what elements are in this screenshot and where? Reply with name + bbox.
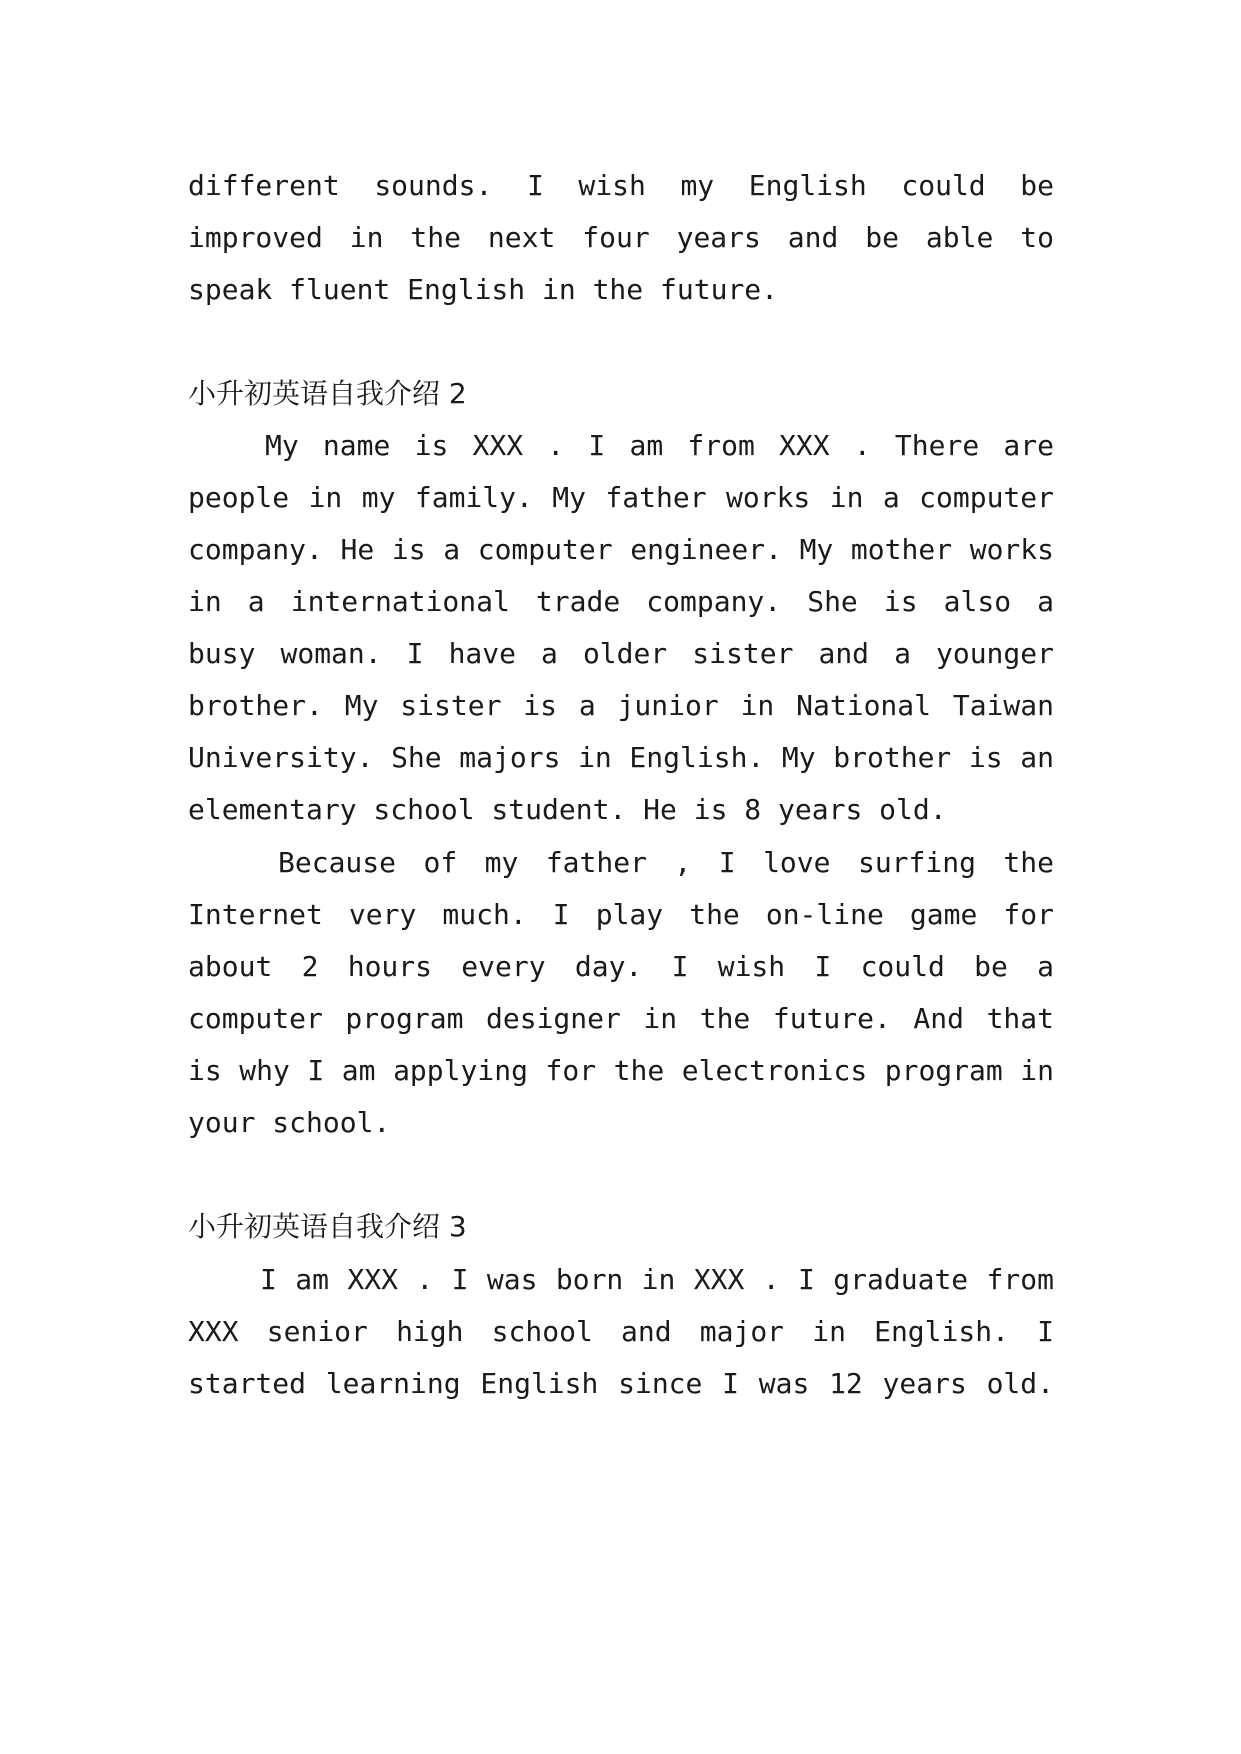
section-heading: 小升初英语自我介绍 2	[188, 377, 467, 410]
body-text-line: improved in the next four years and be able to	[188, 221, 1054, 254]
body-text-line: busy woman. I have a older sister and a younger	[188, 637, 1054, 670]
body-text-line: My name is XXX . I am from XXX . There are	[265, 429, 1054, 462]
body-text-line: speak fluent English in the future.	[188, 273, 779, 306]
body-text-line: your school.	[188, 1106, 391, 1139]
body-text-line: brother. My sister is a junior in National Taiwan	[188, 689, 1054, 722]
body-text-line: Because of my father , I love surfing the	[278, 846, 1054, 879]
body-text-line: University. She majors in English. My brother is an	[188, 741, 1054, 774]
body-text-line: elementary school student. He is 8 years old.	[188, 793, 947, 826]
body-text-line: about 2 hours every day. I wish I could be a	[188, 950, 1054, 983]
body-text-line: started learning English since I was 12 years old.	[188, 1367, 1054, 1400]
section-heading: 小升初英语自我介绍 3	[188, 1210, 467, 1243]
body-text-line: computer program designer in the future. And that	[188, 1002, 1054, 1035]
body-text-line: in a international trade company. She is also a	[188, 585, 1054, 618]
body-text-line: people in my family. My father works in a computer	[188, 481, 1054, 514]
body-text-line: XXX senior high school and major in English. I	[188, 1315, 1054, 1348]
body-text-line: I am XXX . I was born in XXX . I graduate from	[260, 1263, 1054, 1296]
body-text-line: Internet very much. I play the on-line game for	[188, 898, 1054, 931]
body-text-line: different sounds. I wish my English could be	[188, 169, 1054, 202]
body-text-line: company. He is a computer engineer. My mother works	[188, 533, 1054, 566]
body-text-line: is why I am applying for the electronics program in	[188, 1054, 1054, 1087]
